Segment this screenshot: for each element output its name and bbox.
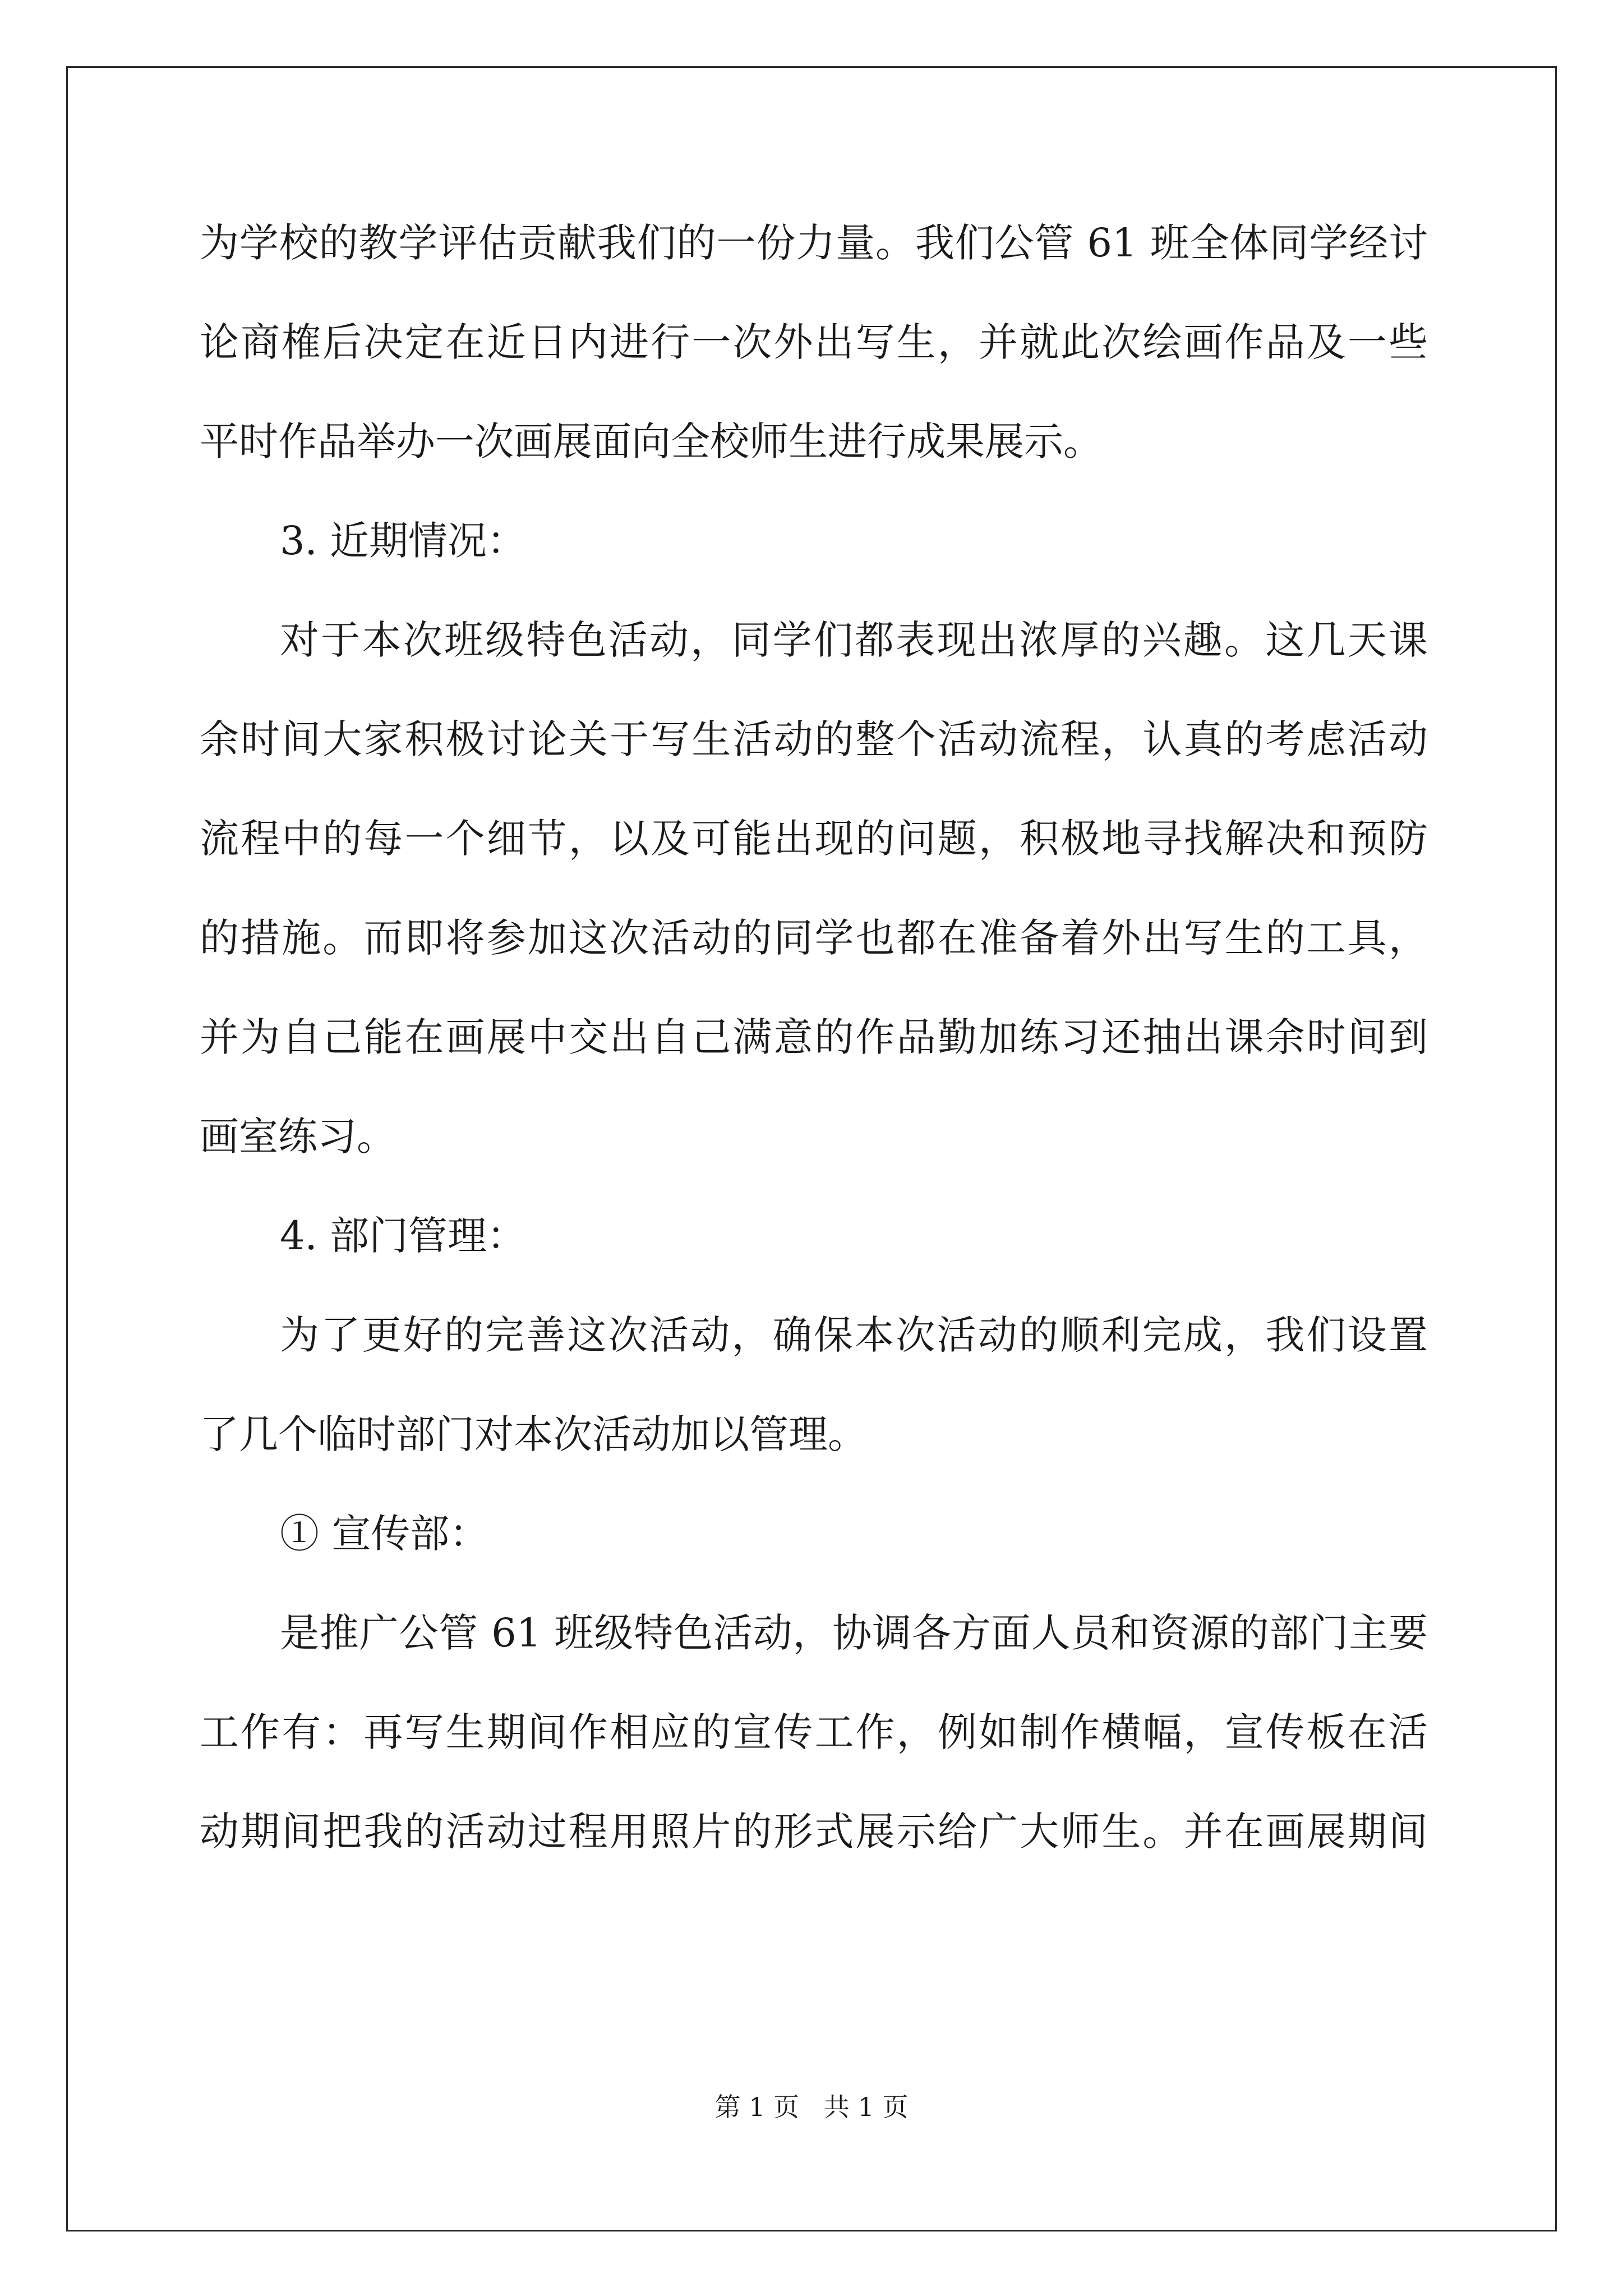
paragraph-line: 画室练习。	[200, 1114, 396, 1159]
paragraph-line: 工作有：再写生期间作相应的宣传工作，例如制作横幅，宣传板在活	[200, 1709, 1428, 1755]
page-number-footer: 第 1 页 共 1 页	[714, 2092, 909, 2122]
paragraph-line: 余时间大家积极讨论关于写生活动的整个活动流程，认真的考虑活动	[200, 716, 1428, 762]
section-heading: 4. 部门管理：	[280, 1213, 527, 1259]
paragraph-line: 平时作品举办一次画展面向全校师生进行成果展示。	[200, 418, 1103, 464]
section-heading: ① 宣传部：	[280, 1511, 489, 1557]
paragraph-line: 了几个临时部门对本次活动加以管理。	[200, 1411, 867, 1457]
paragraph-line: 为学校的教学评估贡献我们的一份力量。我们公管 61 班全体同学经讨	[200, 220, 1428, 266]
document-body	[200, 218, 1428, 1906]
paragraph-line: 为了更好的完善这次活动，确保本次活动的顺利完成，我们设置	[280, 1312, 1428, 1358]
section-heading: 3. 近期情况：	[280, 518, 527, 564]
paragraph-line: 对于本次班级特色活动，同学们都表现出浓厚的兴趣。这几天课	[280, 617, 1428, 663]
paragraph-line: 论商榷后决定在近日内进行一次外出写生，并就此次绘画作品及一些	[200, 319, 1428, 365]
paragraph-line: 是推广公管 61 班级特色活动，协调各方面人员和资源的部门主要	[280, 1610, 1428, 1656]
paragraph-line: 动期间把我的活动过程用照片的形式展示给广大师生。并在画展期间	[200, 1809, 1428, 1855]
paragraph-line: 流程中的每一个细节，以及可能出现的问题，积极地寻找解决和预防	[200, 816, 1428, 862]
paragraph-line: 的措施。而即将参加这次活动的同学也都在准备着外出写生的工具，	[200, 915, 1428, 961]
paragraph-line: 并为自己能在画展中交出自己满意的作品勤加练习还抽出课余时间到	[200, 1014, 1428, 1060]
